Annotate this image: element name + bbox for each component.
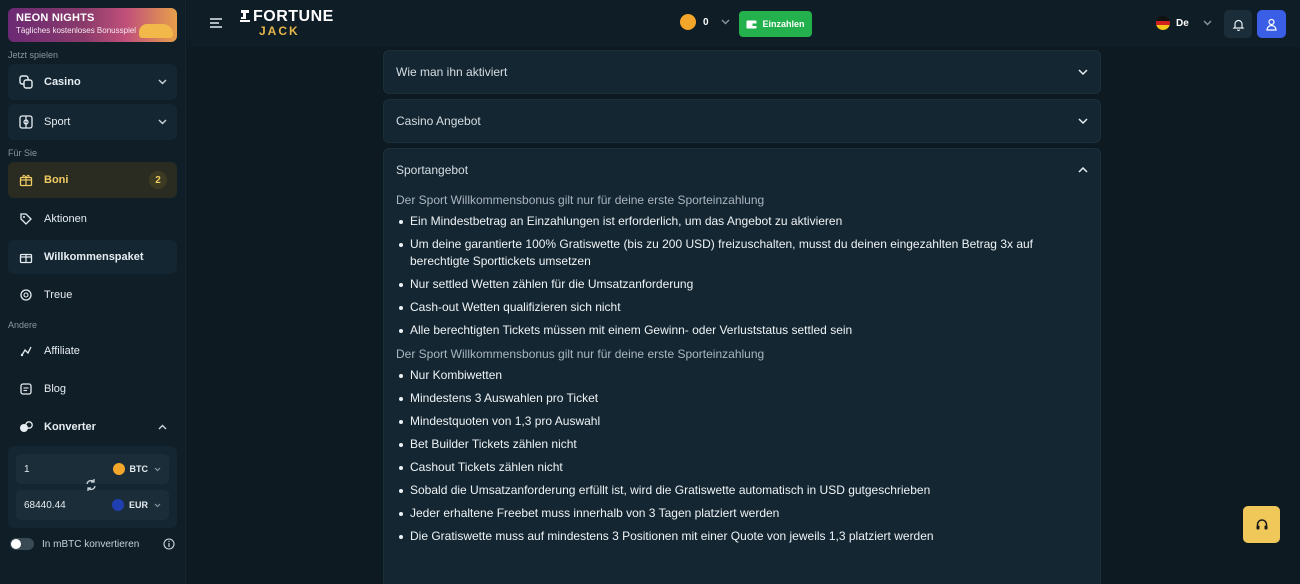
sidebar-item-label: Casino (44, 76, 81, 88)
promo-banner[interactable] (8, 8, 177, 42)
balance-value: 0 (703, 16, 709, 28)
sport-offer-intro: Der Sport Willkommensbonus gilt nur für deine erste Sporteinzahlung (396, 193, 765, 207)
casino-icon (18, 74, 34, 90)
currency-label: BTC (129, 464, 148, 474)
logo-text-top: FORTUNE (253, 8, 334, 25)
list-item: Mindestens 3 Auswahlen pro Ticket (410, 390, 1088, 407)
list-item: Um deine garantierte 100% Gratiswette (bis zu 200 USD) freizuschalten, musst du deinen eingezahlten Betrag 3x auf berechtigte Sporttickets umsetzen (410, 236, 1088, 270)
chevron-down-icon (721, 19, 730, 25)
sidebar-item-blog[interactable] (8, 372, 177, 406)
list-item: Cash-out Wetten qualifizieren sich nicht (410, 299, 1088, 316)
accordion-header[interactable] (384, 149, 1100, 191)
list-item: Mindestquoten von 1,3 pro Auswahl (410, 413, 1088, 430)
promo-car-image (139, 24, 173, 38)
sidebar-item-label: Treue (44, 289, 73, 301)
accordion-title: Casino Angebot (396, 114, 481, 128)
chevron-down-icon (154, 503, 161, 508)
sidebar (0, 0, 186, 584)
wallet-icon (746, 19, 757, 29)
deposit-label: Einzahlen (762, 19, 805, 29)
accordion-body (384, 193, 1100, 567)
bell-icon (1232, 18, 1245, 31)
deposit-button[interactable] (739, 11, 812, 37)
gift-box-icon (18, 249, 34, 265)
sidebar-item-label: Aktionen (44, 213, 87, 225)
converter-header[interactable] (8, 410, 177, 444)
bitcoin-icon (680, 14, 696, 30)
list-item: Jeder erhaltene Freebet muss innerhalb von 3 Tagen platziert werden (410, 505, 1088, 522)
notifications-button[interactable] (1224, 10, 1252, 38)
mbtc-toggle[interactable] (10, 538, 34, 550)
section-label-other: Andere (8, 320, 38, 330)
chevron-down-icon (157, 117, 167, 127)
headset-icon (1255, 518, 1269, 532)
accordion-header[interactable] (384, 100, 1100, 142)
list-item: Ein Mindestbetrag an Einzahlungen ist erforderlich, um das Angebot zu aktivieren (410, 213, 1088, 230)
converter-to-currency-select[interactable] (112, 499, 161, 511)
list-item: Bet Builder Tickets zählen nicht (410, 436, 1088, 453)
gift-icon (18, 172, 34, 188)
converter-from-value[interactable]: 1 (24, 463, 30, 475)
logo-mark-icon (239, 9, 251, 23)
sidebar-item-aktionen[interactable] (8, 202, 177, 236)
mbtc-toggle-label: In mBTC konvertieren (42, 538, 140, 550)
sidebar-item-label: Sport (44, 116, 71, 128)
sport-offer-intro: Der Sport Willkommensbonus gilt nur für deine erste Sporteinzahlung (396, 347, 765, 361)
sidebar-item-treue[interactable] (8, 278, 177, 312)
sport-offer-list-1 (396, 213, 1088, 339)
currency-label: EUR (128, 500, 148, 510)
sidebar-item-label: Willkommenspaket (44, 251, 144, 263)
list-item: Nur settled Wetten zählen für die Umsatzanforderung (410, 276, 1088, 293)
sidebar-item-affiliate[interactable] (8, 334, 177, 368)
blog-icon (18, 381, 34, 397)
chevron-down-icon (1203, 20, 1212, 26)
hamburger-icon[interactable] (209, 16, 223, 30)
sidebar-item-willkommenspaket[interactable] (8, 240, 177, 274)
balance-selector[interactable] (680, 14, 730, 30)
logo-text-bottom: JACK (259, 24, 300, 38)
sidebar-item-casino[interactable] (8, 64, 177, 100)
promo-title: NEON NIGHTS (16, 12, 95, 24)
converter-from-currency-select[interactable] (113, 463, 162, 475)
affiliate-icon (18, 343, 34, 359)
info-icon[interactable] (163, 538, 175, 550)
boni-count-badge: 2 (149, 171, 167, 189)
list-item: Alle berechtigten Tickets müssen mit einem Gewinn- oder Verluststatus settled sein (410, 322, 1088, 339)
mbtc-toggle-row (8, 538, 177, 550)
chevron-up-icon (1078, 167, 1088, 173)
language-label: De (1176, 17, 1189, 29)
accordion-activation[interactable] (383, 50, 1101, 94)
promo-subtitle: Tägliches kostenloses Bonusspiel (16, 26, 137, 35)
list-item: Die Gratiswette muss auf mindestens 3 Positionen mit einer Quote von jeweils 1,3 platziert werden (410, 528, 1088, 545)
converter-title: Konverter (44, 421, 96, 433)
list-item: Cashout Tickets zählen nicht (410, 459, 1088, 476)
sport-icon (18, 114, 34, 130)
converter-to-row[interactable] (16, 490, 169, 520)
swap-icon[interactable] (84, 478, 98, 492)
user-icon (1265, 18, 1278, 31)
accordion-sport-offer[interactable] (383, 148, 1101, 584)
chevron-up-icon (157, 422, 167, 432)
german-flag-icon (1156, 16, 1170, 30)
chevron-down-icon (1078, 118, 1088, 124)
chevron-down-icon (157, 77, 167, 87)
section-label-for-you: Für Sie (8, 148, 38, 158)
converter-icon (18, 419, 34, 435)
accordion-title: Wie man ihn aktiviert (396, 65, 508, 79)
accordion-header[interactable] (384, 51, 1100, 93)
converter-panel (8, 446, 177, 528)
bitcoin-icon (113, 463, 125, 475)
chevron-down-icon (1078, 69, 1088, 75)
accordion-casino-offer[interactable] (383, 99, 1101, 143)
tag-icon (18, 211, 34, 227)
list-item: Sobald die Umsatzanforderung erfüllt ist, wird die Gratiswette automatisch in USD gutgeschrieben (410, 482, 1088, 499)
user-button[interactable] (1257, 10, 1286, 38)
sidebar-item-label: Blog (44, 383, 67, 395)
medal-icon (18, 287, 34, 303)
swap-area (16, 484, 169, 490)
fortunejack-logo[interactable] (239, 8, 334, 38)
euro-flag-icon (112, 499, 124, 511)
sidebar-item-label: Affiliate (44, 345, 80, 357)
converter-to-value[interactable]: 68440.44 (24, 499, 66, 511)
language-selector[interactable] (1156, 16, 1212, 30)
chevron-down-icon (154, 467, 161, 472)
sport-offer-list-2 (396, 367, 1088, 545)
list-item: Nur Kombiwetten (410, 367, 1088, 384)
sidebar-item-label: Boni (44, 174, 69, 186)
section-label-play: Jetzt spielen (8, 50, 59, 60)
main-content (383, 50, 1101, 584)
accordion-title: Sportangebot (396, 163, 469, 177)
support-button[interactable] (1243, 506, 1280, 543)
sidebar-item-boni[interactable] (8, 162, 177, 198)
sidebar-item-sport[interactable] (8, 104, 177, 140)
top-header (187, 0, 1300, 47)
